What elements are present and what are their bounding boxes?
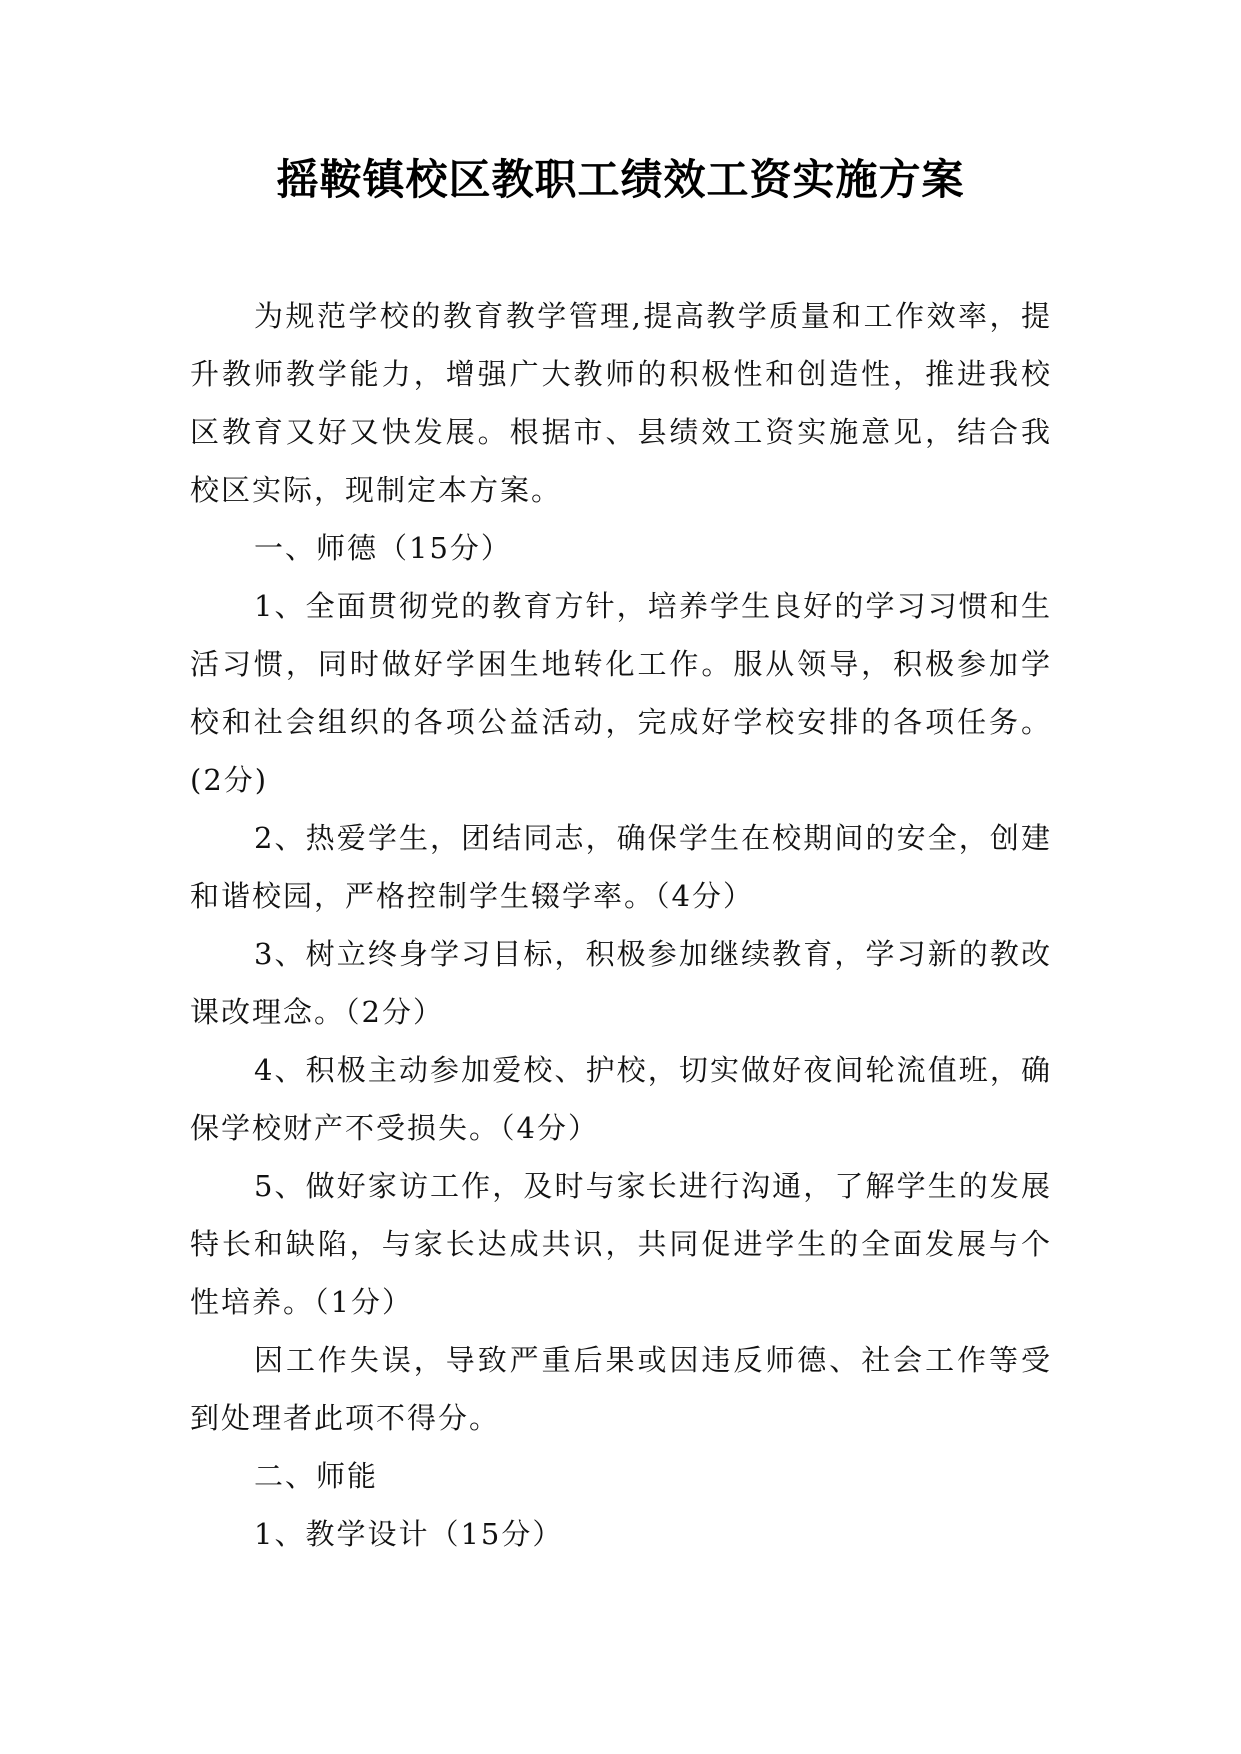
ethics-item-1: 1、全面贯彻党的教育方针，培养学生良好的学习习惯和生活习惯，同时做好学困生地转化工作。服从领导，积极参加学校和社会组织的各项公益活动，完成好学校安排的各项任务。(2分) xyxy=(190,589,1052,797)
ethics-item-2: 2、热爱学生，团结同志，确保学生在校期间的安全，创建和谐校园，严格控制学生辍学率。（4分） xyxy=(190,821,1052,913)
document-title: 摇鞍镇校区教职工绩效工资实施方案 xyxy=(276,155,965,204)
ethics-penalty-note: 因工作失误，导致严重后果或因违反师德、社会工作等受到处理者此项不得分。 xyxy=(190,1343,1052,1435)
document-body xyxy=(190,287,1052,1563)
section-heading-ethics: 一、师德（15分） xyxy=(254,531,512,565)
ethics-item-4: 4、积极主动参加爱校、护校，切实做好夜间轮流值班，确保学校财产不受损失。（4分） xyxy=(190,1053,1052,1145)
intro-paragraph: 为规范学校的教育教学管理,提高教学质量和工作效率，提升教师教学能力，增强广大教师的积极性和创造性，推进我校区教育又好又快发展。根据市、县绩效工资实施意见，结合我校区实际，现制定本方案。 xyxy=(190,299,1052,507)
ethics-item-3: 3、树立终身学习目标，积极参加继续教育，学习新的教改课改理念。（2分） xyxy=(190,937,1052,1029)
section-heading-ability: 二、师能 xyxy=(254,1459,379,1493)
ethics-item-5: 5、做好家访工作，及时与家长进行沟通，了解学生的发展特长和缺陷，与家长达成共识，共同促进学生的全面发展与个性培养。（1分） xyxy=(190,1169,1052,1319)
ability-item-1: 1、教学设计（15分） xyxy=(254,1517,564,1551)
